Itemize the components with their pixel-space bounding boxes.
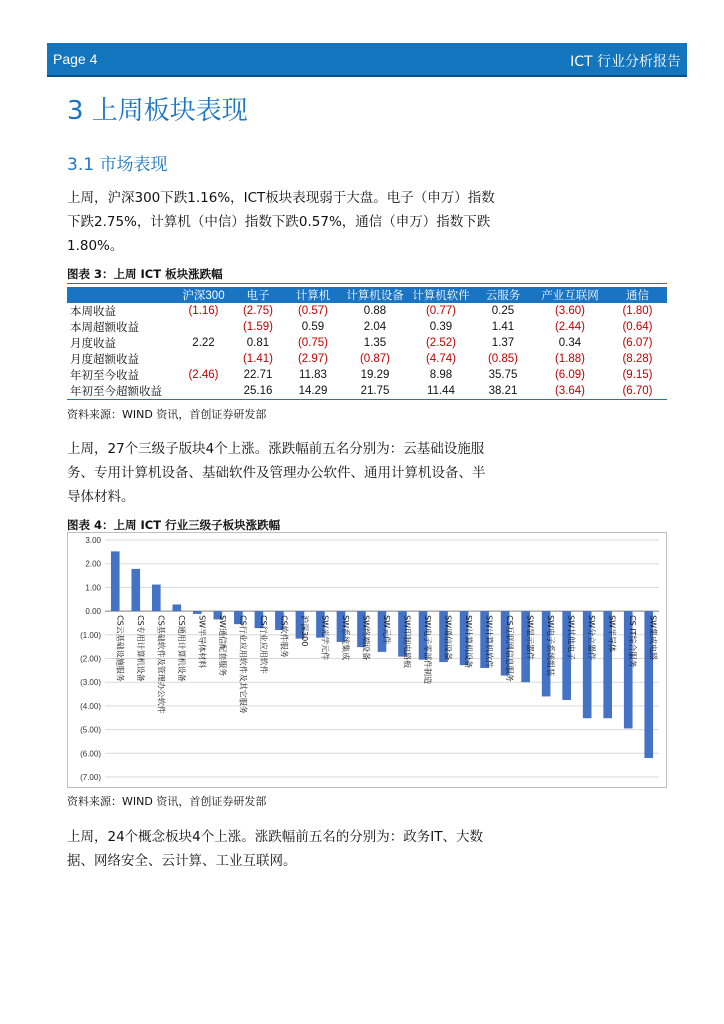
page-number: Page 4: [53, 51, 98, 67]
bar: [111, 551, 120, 611]
table-cell: (1.16): [188, 305, 219, 317]
category-label: CS互联网信息服务: [505, 615, 515, 682]
y-tick-label: (7.00): [80, 773, 101, 782]
y-tick-label: 1.00: [85, 583, 101, 593]
table-cell: (0.57): [297, 305, 329, 317]
table-cell: 1.41: [491, 321, 515, 333]
table-row: [67, 319, 667, 335]
category-label: SW计算机软件: [484, 615, 494, 669]
table-cell: (0.75): [297, 337, 329, 349]
y-tick-label: (3.00): [80, 678, 101, 688]
row-label: 月度超额收益: [70, 354, 139, 366]
category-label: SW通信设备: [443, 615, 453, 661]
table-row: [67, 351, 667, 367]
subsection-title: 3.1 市场表现: [67, 155, 168, 175]
table-cell: 25.16: [232, 383, 284, 400]
table-row: [67, 335, 667, 351]
row-label: 年初至今收益: [70, 370, 139, 382]
category-label: SW光学元件: [320, 615, 330, 661]
category-label: SW显示器件: [525, 615, 535, 661]
row-label: 本周超额收益: [70, 322, 139, 334]
category-label: SW计算机设备: [464, 615, 474, 669]
category-label: CS云基础设施服务: [115, 615, 125, 682]
table-cell: 21.75: [342, 383, 408, 400]
category-label: SW电子零部件制造: [423, 615, 433, 685]
report-title: ICT 行业分析报告: [570, 54, 681, 70]
paragraph-concepts: 上周，24个概念板块4个上涨。涨跌幅前五名的分别为：政务IT、大数据、网络安全、云计算、工业互联网。: [67, 829, 483, 869]
table-cell: 14.29: [284, 383, 342, 400]
table-cell: (3.60): [554, 305, 586, 317]
table-cell: [175, 383, 232, 400]
table-cell: [175, 319, 232, 335]
table-cell: 38.21: [474, 383, 532, 400]
category-label: SW半导体材料: [197, 615, 207, 669]
table-cell: 11.83: [299, 369, 327, 381]
figure3-rule: [67, 283, 667, 284]
table-cell: (3.64): [532, 383, 608, 400]
y-tick-label: (1.00): [80, 630, 101, 640]
category-label: CS基础软件及管理办公软件: [156, 615, 166, 714]
table-cell: (8.28): [622, 353, 653, 365]
y-tick-label: 0.00: [85, 607, 101, 617]
table-cell: 2.04: [363, 321, 387, 333]
table-cell: 19.29: [360, 369, 390, 381]
category-label: SW系统集成: [340, 615, 350, 661]
y-tick-label: 2.00: [85, 559, 101, 569]
table-cell: 0.39: [429, 321, 453, 333]
row-label: 月度收益: [70, 338, 116, 350]
table-cell: (6.70): [608, 383, 667, 400]
column-header: 计算机软件: [408, 287, 474, 303]
table-header-row: [67, 287, 667, 303]
sector-performance-table: [67, 287, 667, 400]
category-label: CS专用计算机设备: [135, 615, 145, 682]
table-cell: (6.09): [554, 369, 586, 381]
category-label: CS IT综合服务: [628, 615, 638, 668]
table-cell: (0.77): [425, 305, 457, 317]
category-label: CS软件服务: [279, 615, 289, 658]
y-tick-label: (2.00): [80, 654, 101, 664]
table-cell: (1.59): [242, 321, 274, 333]
category-label: SW分立器件: [587, 615, 597, 661]
table-cell: 35.75: [488, 369, 518, 381]
table-cell: 0.34: [558, 337, 582, 349]
row-label: 本周收益: [70, 306, 116, 318]
category-label: SW集成电路: [648, 615, 658, 661]
column-header: 计算机设备: [342, 287, 408, 303]
table-cell: 0.59: [301, 321, 325, 333]
column-header: 产业互联网: [532, 287, 608, 303]
table-cell: (2.52): [425, 337, 457, 349]
paragraph-market: 上周，沪深300下跌1.16%，ICT板块表现弱于大盘。电子（申万）指数下跌2.75%，计算机（中信）指数下跌0.57%，通信（申万）指数下跌1.80%。: [67, 190, 495, 254]
table-cell: 0.88: [363, 305, 387, 317]
table-cell: 11.44: [408, 383, 474, 400]
table-cell: 22.71: [243, 369, 273, 381]
table-cell: (2.97): [297, 353, 329, 365]
column-header: 云服务: [474, 287, 532, 303]
bar: [152, 585, 161, 612]
table-cell: 0.81: [246, 337, 270, 349]
category-label: SW印制电路板: [402, 615, 412, 669]
table-cell: (4.74): [425, 353, 457, 365]
column-header: 沪深300: [175, 287, 232, 303]
section-title: 3 上周板块表现: [67, 96, 248, 126]
category-label: SW其他电子: [566, 615, 576, 661]
bar: [193, 611, 202, 614]
category-label: SW通信配套服务: [217, 615, 227, 677]
table-cell: (0.87): [359, 353, 391, 365]
table-cell: 8.98: [429, 369, 453, 381]
table-cell: 2.22: [192, 337, 215, 349]
table-row: [67, 383, 667, 400]
y-tick-label: (5.00): [80, 725, 101, 735]
y-tick-label: 3.00: [85, 536, 101, 545]
table-cell: (1.88): [554, 353, 586, 365]
table-cell: (2.44): [554, 321, 586, 333]
category-label: CS行业应用软件及其它服务: [238, 615, 248, 714]
figure4-title: 图表 4：上周 ICT 行业三级子板块涨跌幅: [67, 518, 281, 532]
category-label: SW终端设备: [361, 615, 371, 661]
table-row: [67, 303, 667, 319]
table-cell: [175, 351, 232, 367]
bar: [131, 569, 140, 611]
table-cell: (2.46): [188, 369, 219, 381]
figure4-source: 资料来源：WIND 资讯，首创证券研发部: [67, 795, 267, 808]
subsector-bar-chart: [67, 532, 667, 788]
figure3-title: 图表 3：上周 ICT 板块涨跌幅: [67, 267, 223, 281]
table-cell: (0.64): [622, 321, 653, 333]
category-label: SW元件: [382, 615, 391, 645]
column-header: 通信: [608, 287, 667, 303]
y-tick-label: (6.00): [80, 749, 101, 759]
y-tick-label: (4.00): [80, 701, 101, 711]
column-header: 计算机: [284, 287, 342, 303]
category-label: SW电子系统组装: [546, 615, 556, 677]
bar: [173, 604, 182, 611]
row-label: 年初至今超额收益: [67, 383, 175, 400]
table-cell: (1.80): [622, 305, 653, 317]
table-cell: (9.15): [622, 369, 653, 381]
category-label: 沪深300: [299, 615, 309, 647]
column-header: [67, 287, 175, 303]
table-cell: 0.25: [491, 305, 515, 317]
figure3-source: 资料来源：WIND 资讯，首创证券研发部: [67, 408, 267, 421]
column-header: 电子: [232, 287, 284, 303]
category-label: SW半导体: [607, 615, 617, 653]
category-label: CS通用计算机设备: [176, 615, 186, 682]
table-cell: (6.07): [622, 337, 653, 349]
table-cell: 1.37: [491, 337, 515, 349]
table-cell: (0.85): [487, 353, 519, 365]
table-row: [67, 367, 667, 383]
paragraph-subsectors: 上周，27个三级子版块4个上涨。涨跌幅前五名分别为：云基础设施服务、专用计算机设备、基础软件及管理办公软件、通用计算机设备、半导体材料。: [67, 441, 486, 505]
table-cell: 1.35: [363, 337, 387, 349]
table-cell: (1.41): [242, 353, 274, 365]
category-label: CS行业应用软件: [258, 615, 268, 674]
bar-chart-svg: [67, 532, 667, 788]
header-bar: [47, 43, 687, 77]
table-cell: (2.75): [242, 305, 274, 317]
